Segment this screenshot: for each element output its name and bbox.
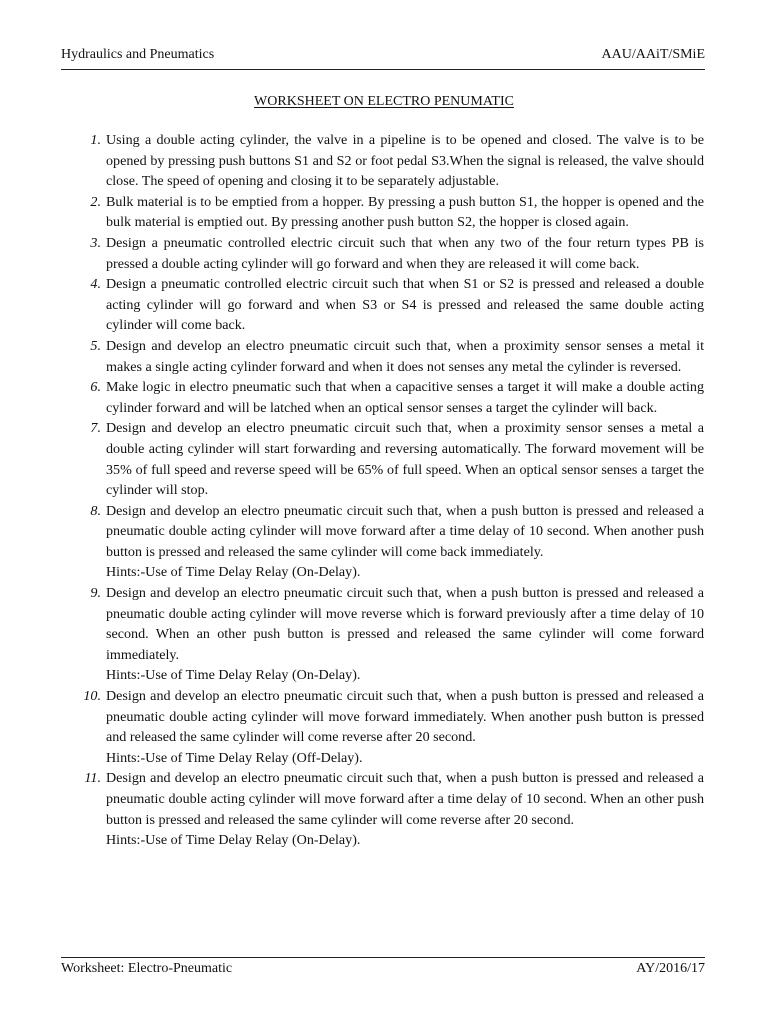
question-hint: Hints:-Use of Time Delay Relay (Off-Delay). xyxy=(106,749,363,766)
question-number: 4. xyxy=(90,276,101,293)
question-text: Design and develop an electro pneumatic circuit such that, when a proximity sensor senses a metal a double acting cylinder will start forwarding and reversing automatically. The forward movement will be 35% of full speed and reverse speed will be 65% of full speed. When an optical sensor senses a target the cylinder will stop. xyxy=(106,420,704,499)
question-text: Design a pneumatic controlled electric circuit such that when any two of the four return types PB is pressed a double acting cylinder will go forward and when they are released it will come back. xyxy=(106,234,704,272)
question-text: Bulk material is to be emptied from a hopper. By pressing a push button S1, the hopper is opened and the bulk material is emptied out. By pressing another push button S2, the hopper is closed again. xyxy=(106,193,704,231)
question-item xyxy=(61,336,704,377)
question-text: Using a double acting cylinder, the valve in a pipeline is to be opened and closed. The valve is to be opened by pressing push buttons S1 and S2 or foot pedal S3.When the signal is released, the valve should close. The speed of opening and closing it to be separately adjustable. xyxy=(106,132,704,190)
question-number: 1. xyxy=(90,132,101,148)
question-number: 7. xyxy=(90,420,101,437)
question-number: 3. xyxy=(90,234,101,251)
question-number: 2. xyxy=(90,193,101,210)
footer-document-name: Worksheet: Electro-Pneumatic xyxy=(61,961,233,976)
question-hint: Hints:-Use of Time Delay Relay (On-Delay). xyxy=(106,564,361,581)
page-header xyxy=(61,47,705,70)
question-item xyxy=(61,686,704,768)
question-text: Design a pneumatic controlled electric circuit such that when S1 or S2 is pressed and released a double acting cylinder will go forward and when S3 or S4 is pressed and released the same double acting cylinder will come back. xyxy=(106,276,704,334)
question-text: Design and develop an electro pneumatic circuit such that, when a push button is pressed and released a pneumatic double acting cylinder will move forward immediately. When another push button is pressed and released the same cylinder will come reverse after 20 second. xyxy=(106,688,704,746)
question-number: 5. xyxy=(90,337,101,354)
question-item xyxy=(61,192,704,233)
question-number: 6. xyxy=(90,379,101,396)
question-number: 11. xyxy=(84,770,101,787)
question-item xyxy=(61,768,704,850)
question-hint: Hints:-Use of Time Delay Relay (On-Delay). xyxy=(106,667,361,684)
header-course-title: Hydraulics and Pneumatics xyxy=(61,47,215,62)
footer-academic-year: AY/2016/17 xyxy=(636,961,705,976)
question-hint: Hints:-Use of Time Delay Relay (On-Delay). xyxy=(106,832,361,849)
worksheet-title: WORKSHEET ON ELECTRO PENUMATIC xyxy=(254,94,514,109)
question-list xyxy=(61,130,704,851)
question-number: 10. xyxy=(83,688,101,705)
question-number: 9. xyxy=(90,585,101,602)
question-item xyxy=(61,233,704,274)
question-text: Make logic in electro pneumatic such that when a capacitive senses a target it will make a double acting cylinder forward and will be latched when an optical sensor senses a target the cylinder will back. xyxy=(106,379,704,416)
question-text: Design and develop an electro pneumatic circuit such that, when a push button is pressed and released a pneumatic double acting cylinder will move forward after a time delay of 10 second. When an other push button is pressed and released the same cylinder will come reverse after 20 second. xyxy=(106,770,704,828)
question-item xyxy=(61,377,704,418)
question-text: Design and develop an electro pneumatic circuit such that, when a proximity sensor senses a metal it makes a single acting cylinder forward and when it does not senses any metal the cylinder is reversed. xyxy=(106,337,704,375)
page-footer xyxy=(61,957,705,977)
question-item xyxy=(61,418,704,500)
question-item xyxy=(61,130,704,192)
question-number: 8. xyxy=(90,502,101,519)
question-item xyxy=(61,583,704,686)
question-text: Design and develop an electro pneumatic circuit such that, when a push button is pressed and released a pneumatic double acting cylinder will move forward after a time delay of 10 second. When another push button is pressed and released the same cylinder will come back immediately. xyxy=(106,502,704,560)
question-item xyxy=(61,501,704,583)
question-text: Design and develop an electro pneumatic circuit such that, when a push button is pressed and released a pneumatic double acting cylinder will move reverse which is forward previously after a time delay of 10 second. When an other push button is pressed and released the same cylinder will come forward immediately. xyxy=(106,585,704,663)
question-item xyxy=(61,274,704,336)
header-institution: AAU/AAiT/SMiE xyxy=(601,47,705,62)
